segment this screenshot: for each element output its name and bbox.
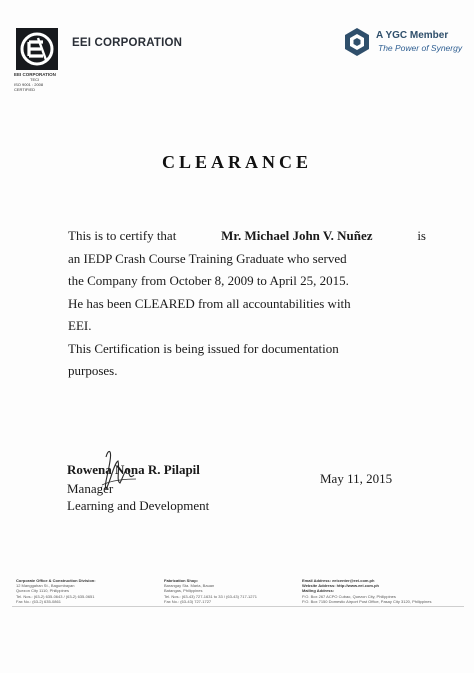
footer-line: Fax No.: (63-2) 635-0861 xyxy=(16,598,61,604)
footer-line: Quezon City 1110, Philippines xyxy=(16,588,69,594)
body-text-segment: is xyxy=(417,228,426,243)
footer-line: P.O. Box 267 ACPO Cubao, Quezon City, Philippines xyxy=(302,593,396,599)
footer-line: Website Address: http://www.eei.com.ph xyxy=(302,583,379,589)
footer-line: Fax No.: (63-43) 727-1727 xyxy=(164,598,212,604)
body-line: an IEDP Crash Course Training Graduate who served xyxy=(68,250,347,266)
body-line: He has been CLEARED from all accountabilities with xyxy=(68,295,351,311)
body-line: purposes. xyxy=(68,363,118,378)
footer-line: Email Address: eeicenter@eei.com.ph xyxy=(302,578,375,583)
footer-line: Batangas, Philippines xyxy=(164,588,203,594)
ygc-hexagon-icon xyxy=(342,27,372,57)
footer-column-contact xyxy=(302,578,431,604)
certification-body xyxy=(68,225,426,383)
member-tagline: The Power of Synergy xyxy=(378,43,463,53)
signatory-role: Manager xyxy=(67,481,114,496)
body-text-segment: This is to certify that xyxy=(68,228,177,243)
footer-line: Tel. Nos.: (63-43) 727-1631 to 33 / (63-43) 717-1271 xyxy=(164,593,257,599)
signatory-department: Learning and Development xyxy=(67,498,210,513)
signatory-name: Rowena Nona R. Pilapil xyxy=(67,462,200,477)
logo-subtext-line: ISO 9001 : 2008 CERTIFIED xyxy=(14,82,44,92)
logo-subtext xyxy=(14,72,64,92)
footer-line: 12 Manggahan St., Bagumbayan xyxy=(16,583,75,589)
footer-line: Fabrication Shop: xyxy=(164,578,198,583)
logo-subtext-line: EEI CORPORATION xyxy=(14,72,56,77)
body-line: EEI. xyxy=(68,318,92,333)
company-name: EEI CORPORATION xyxy=(72,37,183,49)
certified-person-name: Mr. Michael John V. Nuñez xyxy=(221,228,373,243)
footer-line: Corporate Office & Construction Division: xyxy=(16,578,96,583)
logo-subtext-line: TECI xyxy=(30,77,40,82)
footer-divider xyxy=(12,606,464,607)
footer-column-corporate-office xyxy=(16,578,96,604)
document-title: CLEARANCE xyxy=(161,152,312,172)
body-line xyxy=(68,225,426,248)
footer-column-fabrication-shop xyxy=(164,578,257,604)
footer-line: P.O. Box 7150 Domestic Airport Post Office, Pasay City 3120, Philippines xyxy=(302,598,432,604)
document-date: May 11, 2015 xyxy=(320,471,393,486)
footer-line: Tel. Nos.: (63-2) 635-0643 / (63-2) 635-0651 xyxy=(16,593,95,599)
body-line: This Certification is being issued for documentation xyxy=(68,340,339,356)
footer-line: Barangay Sta. Maria, Bauan xyxy=(164,583,215,589)
body-line: the Company from October 8, 2009 to April 25, 2015. xyxy=(68,273,349,288)
footer-line: Mailing Address: xyxy=(302,588,335,594)
member-title: A YGC Member xyxy=(376,30,449,41)
eei-logo xyxy=(16,28,58,70)
eei-logo-mark-icon xyxy=(16,28,58,70)
